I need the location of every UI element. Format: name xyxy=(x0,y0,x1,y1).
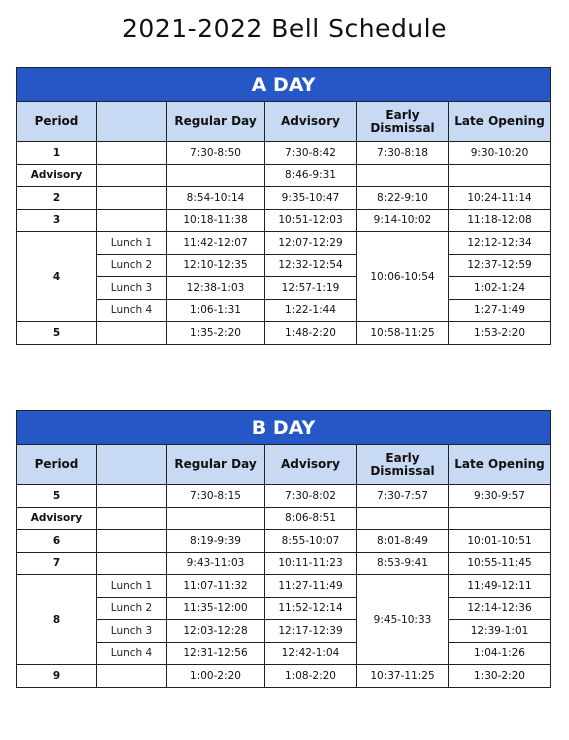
header-lunch-blank xyxy=(97,102,167,142)
lunch-early-dismissal-cell: 10:06-10:54 xyxy=(357,232,449,322)
regular-cell: 8:19-9:39 xyxy=(167,530,265,553)
late-cell: 1:04-1:26 xyxy=(449,642,551,665)
table-row xyxy=(17,597,551,620)
advisory-cell: 10:51-12:03 xyxy=(265,209,357,232)
late-cell: 9:30-9:57 xyxy=(449,485,551,508)
early-cell: 8:22-9:10 xyxy=(357,187,449,210)
advisory-cell: 11:52-12:14 xyxy=(265,597,357,620)
period-cell: 9 xyxy=(17,665,97,688)
regular-cell: 12:31-12:56 xyxy=(167,642,265,665)
header-regular-day: Regular Day xyxy=(167,445,265,485)
lunch-label: Lunch 2 xyxy=(97,597,167,620)
period-cell: 5 xyxy=(17,485,97,508)
blank-cell xyxy=(97,530,167,553)
lunch-label: Lunch 3 xyxy=(97,620,167,643)
blank-cell xyxy=(97,209,167,232)
header-early-dismissal: Early Dismissal xyxy=(357,102,449,142)
table-row xyxy=(17,485,551,508)
b-day-schedule-table xyxy=(16,410,551,688)
lunch-label: Lunch 4 xyxy=(97,642,167,665)
lunch-label: Lunch 1 xyxy=(97,575,167,598)
table-row xyxy=(17,620,551,643)
table-row xyxy=(17,642,551,665)
late-cell: 1:27-1:49 xyxy=(449,299,551,322)
advisory-cell: 11:27-11:49 xyxy=(265,575,357,598)
period-cell: 2 xyxy=(17,187,97,210)
advisory-cell: 12:17-12:39 xyxy=(265,620,357,643)
table-row xyxy=(17,164,551,187)
regular-cell: 7:30-8:15 xyxy=(167,485,265,508)
lunch-period-cell: 4 xyxy=(17,232,97,322)
blank-cell xyxy=(97,507,167,530)
blank-cell xyxy=(97,164,167,187)
regular-cell xyxy=(167,164,265,187)
lunch-period-cell: 8 xyxy=(17,575,97,665)
regular-cell: 11:07-11:32 xyxy=(167,575,265,598)
advisory-cell: 9:35-10:47 xyxy=(265,187,357,210)
page-title: 2021-2022 Bell Schedule xyxy=(122,14,447,43)
advisory-cell: 12:07-12:29 xyxy=(265,232,357,255)
late-cell: 11:49-12:11 xyxy=(449,575,551,598)
header-regular-day: Regular Day xyxy=(167,102,265,142)
advisory-cell: 1:08-2:20 xyxy=(265,665,357,688)
period-cell: 1 xyxy=(17,142,97,165)
advisory-cell: 10:11-11:23 xyxy=(265,552,357,575)
blank-cell xyxy=(97,142,167,165)
early-cell: 10:58-11:25 xyxy=(357,322,449,345)
header-advisory: Advisory xyxy=(265,102,357,142)
table-row xyxy=(17,299,551,322)
table-row xyxy=(17,552,551,575)
a-day-schedule-table xyxy=(16,67,551,345)
table-row xyxy=(17,142,551,165)
period-cell: Advisory xyxy=(17,507,97,530)
advisory-cell: 7:30-8:42 xyxy=(265,142,357,165)
early-cell xyxy=(357,507,449,530)
table-row xyxy=(17,322,551,345)
blank-cell xyxy=(97,322,167,345)
advisory-cell: 8:06-8:51 xyxy=(265,507,357,530)
header-late-opening: Late Opening xyxy=(449,102,551,142)
regular-cell: 11:42-12:07 xyxy=(167,232,265,255)
advisory-cell: 12:57-1:19 xyxy=(265,277,357,300)
advisory-cell: 7:30-8:02 xyxy=(265,485,357,508)
lunch-early-dismissal-cell: 9:45-10:33 xyxy=(357,575,449,665)
regular-cell: 1:06-1:31 xyxy=(167,299,265,322)
advisory-cell: 8:46-9:31 xyxy=(265,164,357,187)
regular-cell: 8:54-10:14 xyxy=(167,187,265,210)
early-cell: 7:30-8:18 xyxy=(357,142,449,165)
advisory-cell: 1:48-2:20 xyxy=(265,322,357,345)
early-cell: 10:37-11:25 xyxy=(357,665,449,688)
a-day-banner: A DAY xyxy=(17,68,551,102)
late-cell xyxy=(449,164,551,187)
blank-cell xyxy=(97,485,167,508)
lunch-label: Lunch 3 xyxy=(97,277,167,300)
early-cell: 9:14-10:02 xyxy=(357,209,449,232)
late-cell: 12:39-1:01 xyxy=(449,620,551,643)
advisory-cell: 1:22-1:44 xyxy=(265,299,357,322)
header-lunch-blank xyxy=(97,445,167,485)
b-day-banner: B DAY xyxy=(17,411,551,445)
regular-cell: 12:03-12:28 xyxy=(167,620,265,643)
late-cell: 10:55-11:45 xyxy=(449,552,551,575)
regular-cell: 11:35-12:00 xyxy=(167,597,265,620)
late-cell: 12:14-12:36 xyxy=(449,597,551,620)
regular-cell: 12:10-12:35 xyxy=(167,254,265,277)
advisory-cell: 8:55-10:07 xyxy=(265,530,357,553)
header-late-opening: Late Opening xyxy=(449,445,551,485)
table-row xyxy=(17,665,551,688)
late-cell: 10:24-11:14 xyxy=(449,187,551,210)
regular-cell: 12:38-1:03 xyxy=(167,277,265,300)
period-cell: 5 xyxy=(17,322,97,345)
table-row xyxy=(17,277,551,300)
regular-cell: 7:30-8:50 xyxy=(167,142,265,165)
table-row xyxy=(17,254,551,277)
early-cell xyxy=(357,164,449,187)
period-cell: 3 xyxy=(17,209,97,232)
early-cell: 8:01-8:49 xyxy=(357,530,449,553)
regular-cell: 1:00-2:20 xyxy=(167,665,265,688)
period-cell: Advisory xyxy=(17,164,97,187)
early-cell: 8:53-9:41 xyxy=(357,552,449,575)
header-period: Period xyxy=(17,445,97,485)
header-period: Period xyxy=(17,102,97,142)
blank-cell xyxy=(97,665,167,688)
late-cell: 12:12-12:34 xyxy=(449,232,551,255)
header-advisory: Advisory xyxy=(265,445,357,485)
table-row xyxy=(17,187,551,210)
regular-cell: 1:35-2:20 xyxy=(167,322,265,345)
late-cell: 1:53-2:20 xyxy=(449,322,551,345)
advisory-cell: 12:32-12:54 xyxy=(265,254,357,277)
blank-cell xyxy=(97,552,167,575)
lunch-label: Lunch 1 xyxy=(97,232,167,255)
period-cell: 7 xyxy=(17,552,97,575)
header-early-dismissal: Early Dismissal xyxy=(357,445,449,485)
table-row xyxy=(17,575,551,598)
table-row xyxy=(17,507,551,530)
table-row xyxy=(17,232,551,255)
late-cell: 1:30-2:20 xyxy=(449,665,551,688)
late-cell: 11:18-12:08 xyxy=(449,209,551,232)
early-cell: 7:30-7:57 xyxy=(357,485,449,508)
regular-cell xyxy=(167,507,265,530)
late-cell: 1:02-1:24 xyxy=(449,277,551,300)
regular-cell: 10:18-11:38 xyxy=(167,209,265,232)
late-cell: 12:37-12:59 xyxy=(449,254,551,277)
table-row xyxy=(17,530,551,553)
late-cell: 9:30-10:20 xyxy=(449,142,551,165)
lunch-label: Lunch 2 xyxy=(97,254,167,277)
late-cell: 10:01-10:51 xyxy=(449,530,551,553)
lunch-label: Lunch 4 xyxy=(97,299,167,322)
advisory-cell: 12:42-1:04 xyxy=(265,642,357,665)
blank-cell xyxy=(97,187,167,210)
late-cell xyxy=(449,507,551,530)
period-cell: 6 xyxy=(17,530,97,553)
table-row xyxy=(17,209,551,232)
regular-cell: 9:43-11:03 xyxy=(167,552,265,575)
